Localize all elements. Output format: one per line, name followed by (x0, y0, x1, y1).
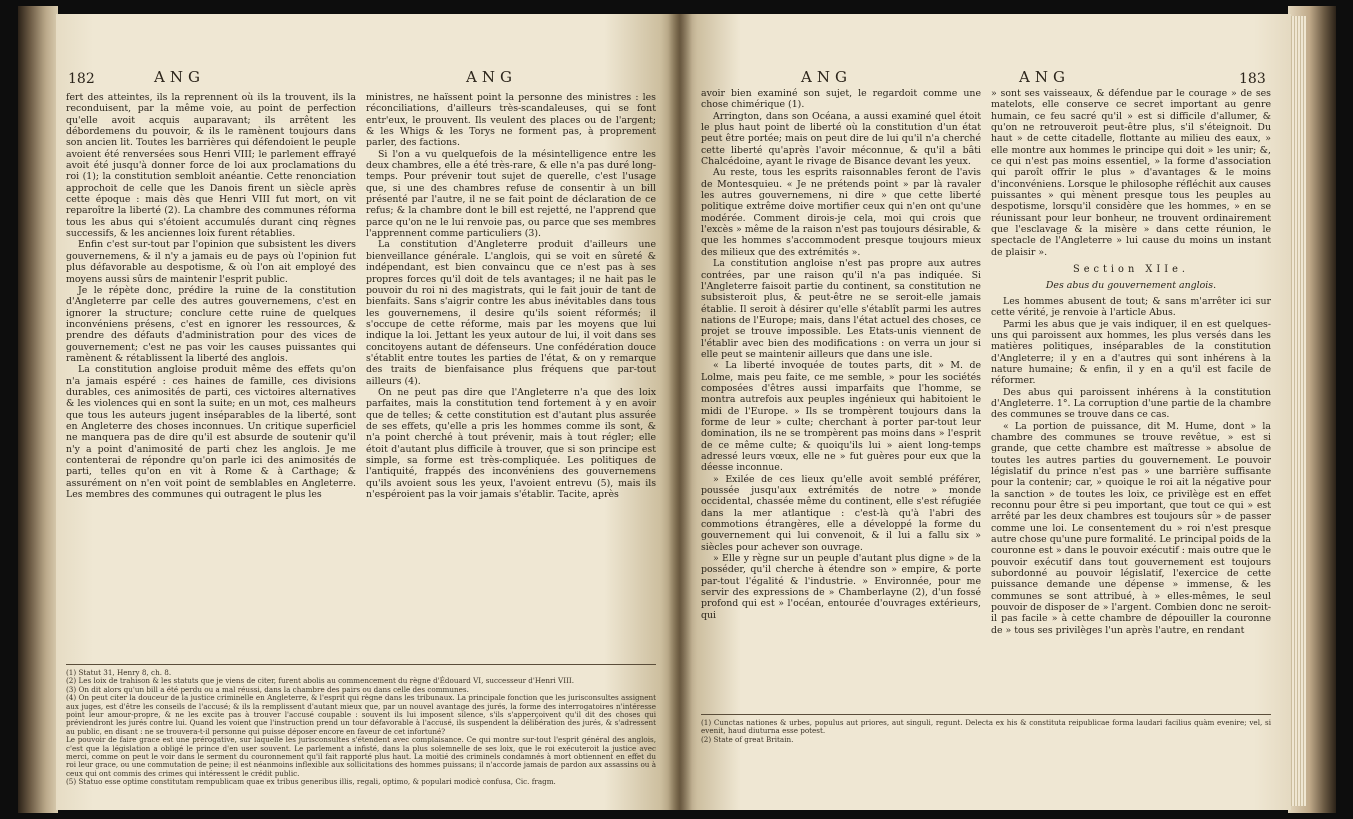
footnote: (2) State of great Britain. (701, 734, 794, 744)
paragraph: Arrington, dans son Océana, a aussi examiné quel étoit le plus haut point de liberté où la constitution d'un état peut être portée; mais on peut dire de lui qu'il n'a cherché cette liberté qu'après l'avoir méconnue, & qu'il a bâti Chalcédoine, ayant le rivage de Bisance devant les yeux. (701, 110, 981, 168)
paragraph: » sont ses vaisseaux, & défendue par le courage » de ses matelots, elle conserve ce secret important au genre humain, ce feu sacré qu'il » est si difficile d'allumer, & qu'on ne retrouveroit peut-être plus, s'il s'éteignoit. Du haut » de cette citadelle, flottante au milieu des eaux, » elle montre aux hommes le principe qui doit » les unir; &, ce qui n'est pas moins essentiel, » la forme d'association qui paroît offrir le plus » d'avantages & le moins d'inconvéniens. Lorsque le philosophe réfléchit aux causes puissantes » qui mènent presque tous les peuples au despotisme, lorsqu'il considère que les hommes, » en se réunissant pour leur bonheur, ne trouvent ordinairement que l'esclavage & la misère » dans cette réunion, le spectacle de l'Angleterre » lui cause du moins un instant de plaisir ». (991, 88, 1271, 258)
footnote: (1) Cunctas nationes & urbes, populus aut priores, aut singuli, regunt. Delecta ex his & constituta reipublicae forma laudari facilius quàm evenire; vel, si evenit, haud diuturna esse potest. (701, 719, 1271, 736)
paragraph: Parmi les abus que je vais indiquer, il en est quelques-uns qui paroissent aux hommes, les plus versés dans les matières politiques, inséparables de la constitution d'Angleterre; il y en a d'autres qui sont inhérens à la nature humaine; & enfin, il y en a qu'il est facile de réformer. (991, 318, 1271, 387)
paragraph: ministres, ne haïssent point la personne des ministres : les réconciliations, d'ailleurs très-scandaleuses, qui se font entr'eux, le prouvent. Ils veulent des places ou de l'argent; & les Whigs & les Torys ne forment pas, à proprement parler, des factions. (366, 92, 656, 149)
footnote: (5) Statuo esse optime constitutam rempublicam quae ex tribus generibus illis, regali, optimo, & populari modicè confusa, Cic. fragm. (66, 777, 556, 787)
paragraph: La constitution angloise n'est pas propre aux autres contrées, par une raison qu'il n'a pas indiquée. Si l'Angleterre faisoit partie du continent, sa constitution ne subsisteroit plus, & peut-être ne se seroit-elle jamais établie. Il seroit à désirer qu'elle s'établît parmi les autres nations de l'Europe; mais, dans l'état actuel des choses, ce projet se trouve impossible. Les Etats-unis viennent de l'établir avec bien des modifications : on verra un jour si elle peut se maintenir ailleurs que dans une isle. (701, 258, 981, 360)
left-page (56, 14, 679, 810)
paragraph: » Elle y règne sur un peuple d'autant plus digne » de la posséder, qu'il cherche à étendre son » empire, & porte par-tout l'égalité & l'industrie. » Environnée, pour me servir des expressions de » Chamberlayne (2), d'un fossé profond qui est » l'océan, entourée d'ouvrages extérieurs, qui (701, 553, 981, 621)
page-number-left: 182 (68, 71, 95, 87)
footnotes-left (66, 669, 656, 807)
open-book (18, 6, 1336, 813)
book-gutter (668, 14, 692, 810)
paragraph: Au reste, tous les esprits raisonnables feront de l'avis de Montesquieu. « Je ne prétends point » par là ravaler les autres gouvernemens, ni dire » que cette liberté politique extrême doive mortifier ceux qui n'en ont qu'une modérée. Comment dirois-je cela, moi qui crois que l'excès » même de la raison n'est pas toujours désirable, & que les hommes s'accommodent presque toujours mieux des milieux que des extrémités ». (701, 167, 981, 258)
paragraph: On ne peut pas dire que l'Angleterre n'a que des loix parfaites, mais la constitution tend fortement à y en avoir que de telles; & cette constitution est d'autant plus assurée de ses effets, qu'elle a pris les hommes comme ils sont, & n'a point cherché à tout prévenir, mais à tout régler; elle étoit d'autant plus difficile à trouver, que si son principe est simple, sa forme est très-compliquée. Les politiques de l'antiquité, frappés des inconvéniens des gouvernemens qu'ils avoient sous les yeux, l'avoient entrevu (5), mais ils n'espéroient pas la voir jamais s'établir. Tacite, après (366, 386, 656, 501)
footnote: (2) Les loix de trahison & les statuts que je viens de citer, furent abolis au commencement du règne d'Édouard VI, successeur d'Henri VIII. (66, 676, 575, 686)
right-page (679, 14, 1291, 810)
left-column-2 (366, 92, 656, 660)
section-subtitle: Des abus du gouvernement anglois. (1045, 279, 1217, 291)
footnote: (1) Statut 31, Henry 8, ch. 8. (66, 669, 172, 677)
paragraph: » Exilée de ces lieux qu'elle avoit semblé préférer, poussée jusqu'aux extrémités de notre » monde occidental, chassée même du continent, elle s'est réfugiée dans la mer atlantique : c'est-là qu'à l'abri des commotions étrangères, elle a développé la forme du gouvernement qui lui convenoit, & il lui a fallu six » siècles pour achever son ouvrage. (701, 473, 981, 553)
paragraph: « La liberté invoquée de toutes parts, dit » M. de Lolme, mais peu faite, ce me semble, » pour les sociétés composées d'êtres aussi imparfaits que l'homme, se montra autrefois aux peuples ingénieux qui habitoient le midi de l'Europe. » Ils se trompèrent toujours dans la forme de leur » culte; cherchant à porter par-tout leur domination, ils ne se trompèrent pas moins dans » l'esprit de ce même culte; & quoiqu'ils lui » aient long-temps adressé leurs vœux, elle ne » fut guères pour eux que la déesse inconnue. (701, 360, 981, 474)
paragraph: La constitution angloise produit même des effets qu'on n'a jamais espéré : ces haines de famille, ces divisions durables, ces animosités de parti, ces victoires alternatives & les violences qui en sont la suite; en un mot, ces malheurs que tous les auteurs jugent inséparables de la liberté, sont en Angleterre des choses inconnues. Un critique superficiel ne manquera pas de dire qu'il est absurde de soutenir qu'il n'y a point d'animosité de parti chez les anglois. Je me contenterai de répondre qu'on parle ici des animosités de parti, telles qu'on en vit à Rome & à Carthage; & assurément on n'en voit point de semblables en Angleterre. Les membres des communes qui outragent le plus les (66, 364, 356, 501)
page-number-right: 183 (1239, 71, 1266, 87)
running-head-left-2: ANG (466, 68, 517, 86)
right-column-1 (701, 88, 981, 708)
paragraph: Des abus qui paroissent inhérens à la constitution d'Angleterre. 1°. La corruption d'une partie de la chambre des communes se trouve dans ce cas. (991, 386, 1271, 421)
running-head-left-1: ANG (154, 68, 205, 86)
left-column-1 (66, 92, 356, 660)
footnote: (3) On dit alors qu'un bill a été perdu ou a mal réussi, dans la chambre des pairs ou dans celle des communes. (66, 684, 469, 694)
paragraph: Les hommes abusent de tout; & sans m'arrêter ici sur cette vérité, je renvoie à l'article Abus. (991, 295, 1271, 319)
right-column-2 (991, 88, 1271, 708)
running-head-right-2: ANG (1019, 68, 1070, 86)
paragraph: « La portion de puissance, dit M. Hume, dont » la chambre des communes se trouve revêtue, » est si grande, que cette chambre est maîtresse » absolue de toutes les autres parties du gouvernement. Le pouvoir législatif du prince n'est pas » une barrière suffisante pour la contenir; car, » quoique le roi ait la négative pour la sanction » de toutes les loix, ce privilège est en effet reconnu pour être si peu important, que tout ce qui » est arrêté par les deux chambres est toujours sûr » de passer comme une loi. Le consentement du » roi n'est presque autre chose qu'une pure formalité. Le principal poids de la couronne est » dans le pouvoir exécutif : mais outre que le pouvoir exécutif dans tout gouvernement est toujours subordonné au pouvoir législatif, l'exercice de cette puissance demande une dépense » immense, & les communes se sont attribué, à » elles-mêmes, le seul pouvoir de disposer de » l'argent. Combien donc ne seroit-il pas facile » à cette chambre de dépouiller la couronne de » tous ses privilèges l'un après l'autre, en rendant (991, 420, 1271, 636)
footnotes-right (701, 719, 1271, 779)
paragraph: Si l'on a vu quelquefois de la mésintelligence entre les deux chambres, elle a été très-rare, & elle n'a pas duré long-temps. Pour prévenir tout sujet de querelle, c'est l'usage que, si une des chambres refuse de consentir à un bill présenté par l'autre, il ne se fait point de déclaration de ce refus; & la chambre dont le bill est rejetté, ne l'apprend que parce qu'on ne le lui renvoie pas, ou parce que ses membres l'apprennent comme particuliers (3). (366, 148, 656, 240)
paragraph: La constitution d'Angleterre produit d'ailleurs une bienveillance générale. L'anglois, qui se voit en sûreté & indépendant, est bien convaincu que ce n'est pas à ses propres forces qu'il doit de tels avantages; il ne hait pas le pouvoir du roi ni des magistrats, qui le fait jouir de tant de bienfaits. Sans s'aigrir contre les abus inévitables dans tous les gouvernemens, il desire qu'ils soient réformés; il s'occupe de cette réforme, mais par les moyens que lui indique la loi. Jettant les yeux autour de lui, il voit dans ses concitoyens autant de défenseurs. Une confédération douce s'établit entre toutes les parties de l'état, & on y remarque des traits de bienfaisance plus fréquens que par-tout ailleurs (4). (366, 239, 656, 387)
section-heading: Section XIIe. (1072, 264, 1189, 276)
footnote: Le pouvoir de faire grace est une prérogative, sur laquelle les jurisconsultes s'étendent avec complaisance. Ce qui montre sur-tout l'esprit général des anglois, c'est que la législation a obligé le prince d'en user souvent. Le parlement a infisté, dans la plus solemnelle de ses loix, que le roi exécuteroit la justice avec merci, comme on peut le voir dans le serment du couronnement qu'il fait rapporté plus haut. La moitié des criminels condamnés à mort obtiennent en effet du roi leur grace, ou une commutation de peine; il est néanmoins inflexible aux sollicitations des hommes puissans; il n'accorde jamais de pardon aux assassins ou à ceux qui ont commis des crimes qui intéressent le crédit public. (66, 735, 656, 778)
footnote: (4) On peut citer la douceur de la justice criminelle en Angleterre, & l'esprit qui règne dans les tribunaux. La principale fonction que les jurisconsultes assignent aux juges, est d'être les conseils de l'accusé; & ils la remplissent d'autant mieux que, par un nouvel avantage des jurés, la forme des interrogatoires n'intéresse point leur amour-propre, & ne les excite pas à trouver l'accusé coupable : souvent ils lui imposent silence, s'ils s'apperçoivent qu'il dit des choses qui préviendront les jurés contre lui. Quand les voient que l'instruction prend un tour défavorable à l'accusé, ils suspendent la délibération des jurés, & s'adressent au public, en disant : ne se trouvera-t-il personne qui puisse déposer encore en faveur de cet infortuné? (66, 693, 656, 736)
paragraph: fert des atteintes, ils la reprennent où ils la trouvent, ils la reconduisent, par la même voie, au point de perfection qu'elle avoit acquis auparavant; ils arrêtent les débordemens du pouvoir, & ils le ramènent toujours dans son ancien lit. Toutes les barrières qui défendoient le peuple avoient été renversées sous Henri VIII; le parlement effrayé avoit été jusqu'à donner force de loi aux proclamations du roi (1); la constitution sembloit anéantie. Cette renonciation approchoit de celle que les Danois firent un siècle après cette époque : mais dès que Henri VIII fut mort, on vit reparoître la liberté (2). La chambre des communes réforma tous les abus qui s'étoient accumulés durant cinq règnes successifs, & les anciennes loix furent rétablies. (66, 92, 356, 240)
left-cover-edge (18, 6, 58, 813)
footnote-rule (701, 714, 1271, 715)
running-head-right-1: ANG (801, 68, 852, 86)
footnote-rule (66, 664, 656, 665)
paragraph: Je le répète donc, prédire la ruine de la constitution d'Angleterre par celle des autres gouvernemens, c'est en ignorer la structure; conclure cette ruine de quelques inconvéniens présens, c'est en ignorer les ressources, & prendre des défauts d'administration pour des vices de gouvernement; c'est ne pas voir les causes puissantes qui ramènent & rétablissent la liberté des anglois. (66, 284, 356, 364)
paragraph: Enfin c'est sur-tout par l'opinion que subsistent les divers gouvernemens, & il n'y a jamais eu de pays où l'opinion fut plus défavorable au despotisme, & où l'on ait employé des moyens aussi sûrs de maintenir l'esprit public. (66, 239, 356, 285)
paragraph: avoir bien examiné son sujet, le regardoit comme une chose chimérique (1). (701, 88, 981, 111)
